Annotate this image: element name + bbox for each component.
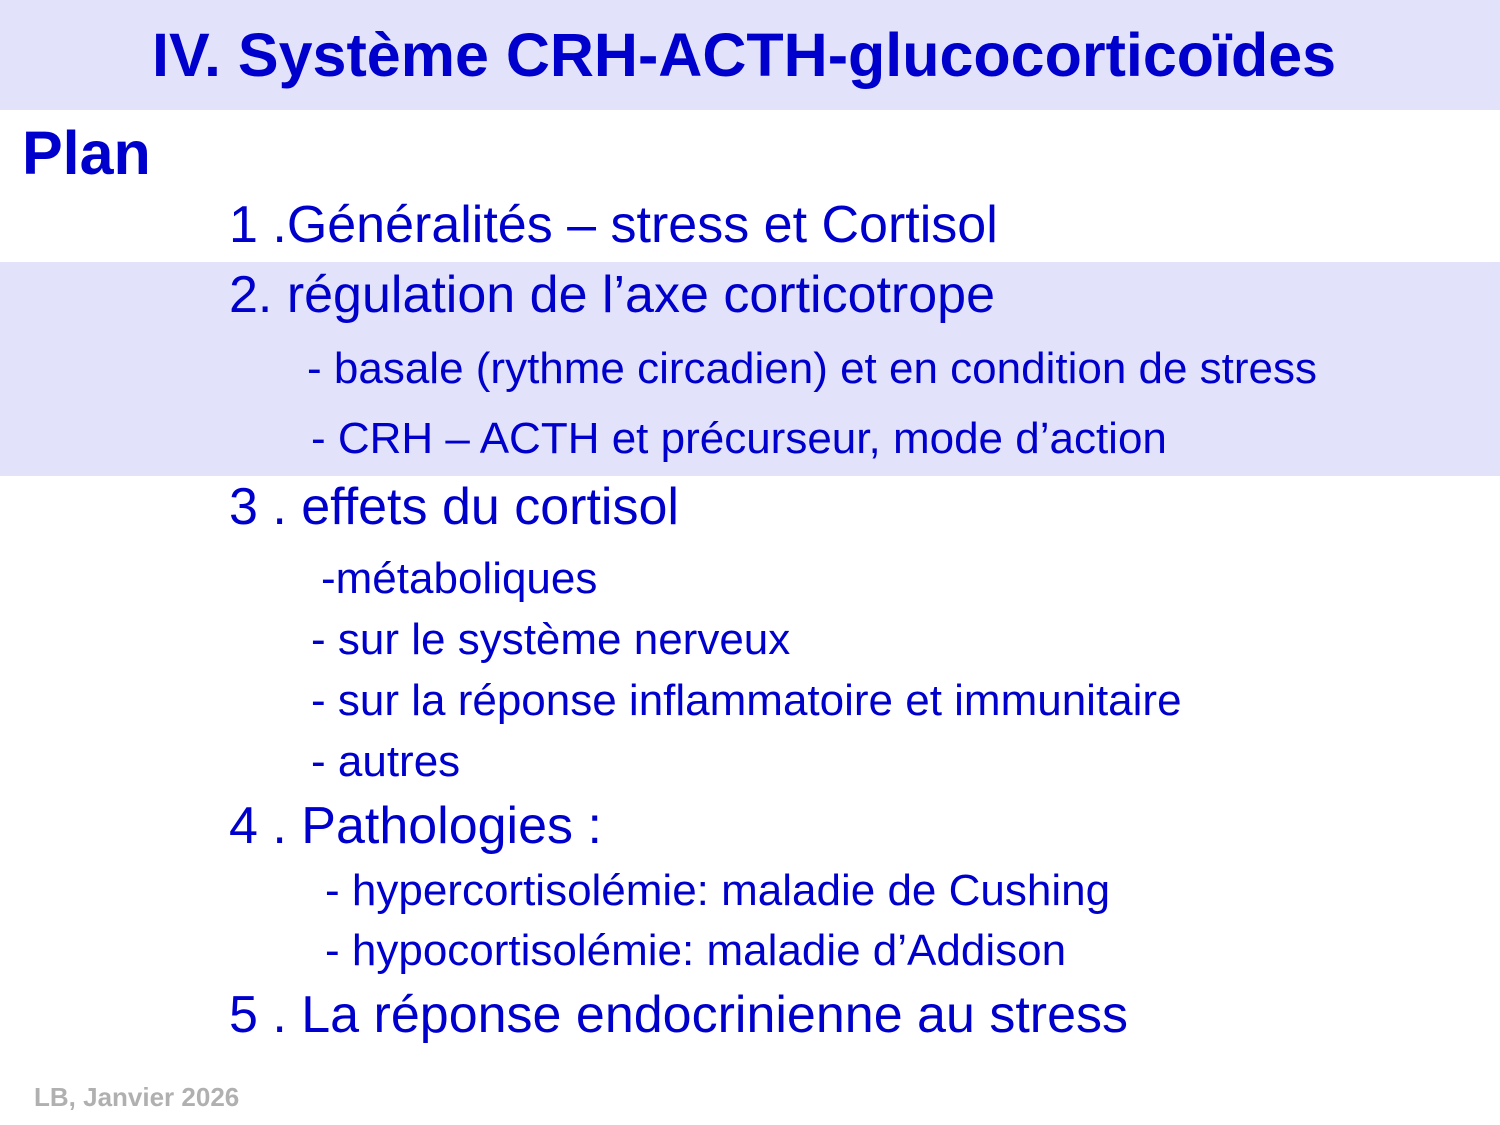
section-2-item: - basale (rythme circadien) et en condition de stress [307, 344, 1318, 393]
slide-title: IV. Système CRH-ACTH-glucocorticoïdes [152, 21, 1337, 89]
section-2-label: 2. régulation de l’axe corticotrope [229, 266, 996, 324]
section-3-item: -métaboliques [321, 554, 598, 603]
section-2-item: - CRH – ACTH et précurseur, mode d’action [311, 414, 1167, 463]
section-3-item: - sur le système nerveux [311, 615, 791, 664]
plan-heading: Plan [22, 119, 151, 187]
section-3-item: - autres [311, 737, 461, 786]
section-4-label: 4 . Pathologies : [229, 797, 602, 855]
section-4-item: - hypercortisolémie: maladie de Cushing [325, 866, 1111, 915]
section-1-label: 1 .Généralités – stress et Cortisol [229, 196, 998, 254]
section-4-item: - hypocortisolémie: maladie d’Addison [325, 926, 1067, 975]
section-5-label: 5 . La réponse endocrinienne au stress [229, 986, 1129, 1044]
footer-credit: LB, Janvier 2026 [34, 1082, 240, 1112]
section-3-item: - sur la réponse inflammatoire et immunitaire [311, 676, 1182, 725]
section-3-label: 3 . effets du cortisol [229, 478, 679, 536]
